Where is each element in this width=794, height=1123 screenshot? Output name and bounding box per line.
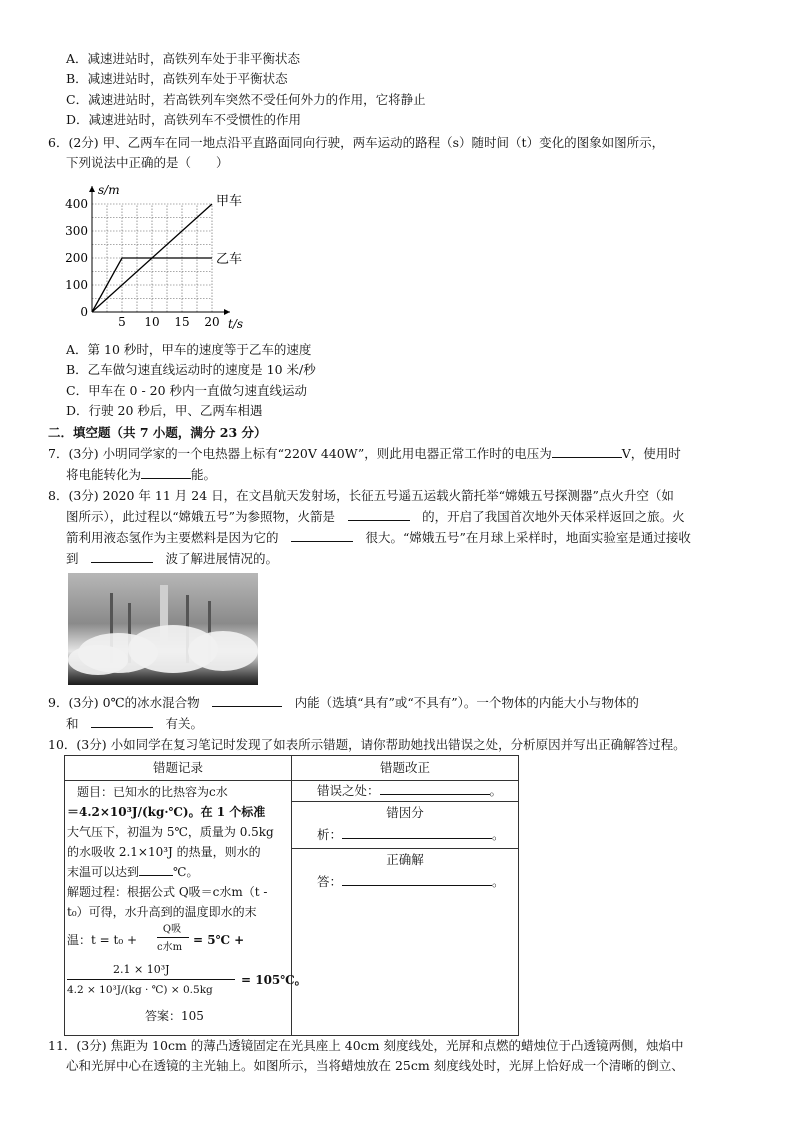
q8-text-c: 箭利用液态氢作为主要燃料是因为它的: [66, 530, 279, 545]
q9-text-c: 和: [66, 716, 79, 731]
record-text: ℃。: [173, 865, 199, 879]
col-head-correction: 错题改正: [292, 756, 519, 781]
record-blank: [139, 863, 173, 876]
error-label: 错误之处：: [317, 783, 380, 798]
q8-text-f: 波了解进展情况的。: [165, 551, 279, 566]
x-tick-label: 10: [144, 315, 160, 329]
record-answer: 答案：105: [145, 1009, 204, 1023]
q8-line2: [66, 508, 685, 526]
correction-answer-row: [292, 849, 518, 1035]
record-formula-start: 温：t = t₀ +: [67, 933, 138, 947]
x-tick-label: 5: [118, 315, 126, 329]
cause-label: 析：: [317, 827, 343, 842]
error-period: 。: [489, 783, 503, 798]
record-line-blank: [67, 863, 198, 881]
q8-text-b: 的，开启了我国首次地外天体采样返回之旅。火: [422, 509, 685, 524]
fraction-numerator: Q吸: [162, 924, 182, 935]
q6-stem-line2: 下列说法中正确的是（ ）: [66, 155, 229, 170]
record-formula-mid: = 5℃ +: [193, 933, 245, 947]
cause-title: 错因分: [386, 805, 424, 820]
q8-line1: 8．(3分) 2020 年 11 月 24 日，在文昌航天发射场，长征五号遥五运载火箭托举“嫦娥五号探测器”点火升空（如: [48, 488, 674, 503]
error-blank[interactable]: [380, 782, 490, 795]
fraction2-bar: [67, 979, 235, 980]
series-label: 乙车: [216, 252, 243, 267]
q7-text-a: 7．(3分) 小明同学家的一个电热器上标有“220V 440W”，则此用电器正常工作时的电压为: [48, 446, 552, 461]
answer-blank[interactable]: [342, 873, 492, 886]
q8-line4: [66, 550, 278, 568]
q11-line2: 心和光屏中心在透镜的主光轴上。如图所示，当将蜡烛放在 25cm 刻度线处时，光屏上恰好成一个清晰的倒立、: [66, 1058, 684, 1073]
q8-blank-reference[interactable]: [348, 508, 410, 521]
record-line: 题目：已知水的比热容为c水: [77, 785, 228, 799]
record-line: t₀）可得，水升高到的温度即水的末: [67, 905, 257, 919]
q6-option-b: B．乙车做匀速直线运动时的速度是 10 米/秒: [66, 362, 316, 377]
q8-line3: [66, 529, 691, 547]
q10-stem: 10．(3分) 小如同学在复习笔记时发现了如表所示错题，请你帮助她找出错误之处，分析原因并写出正确解答过程。: [48, 737, 686, 752]
record-line: 的水吸收 2.1×10³J 的热量，则水的: [67, 845, 261, 859]
q7-line1: [48, 445, 681, 463]
x-tick-label: 15: [174, 315, 190, 329]
fraction2-numerator: 2.1 × 10³J: [113, 963, 170, 976]
q8-text-a: 图所示），此过程以“嫦娥五号”为参照物，火箭是: [66, 509, 336, 524]
x-tick-label: 20: [204, 315, 220, 329]
x-axis-label: t/s: [228, 317, 244, 331]
q9-text-d: 有关。: [165, 716, 204, 731]
q6-option-d: D．行驶 20 秒后，甲、乙两车相遇: [66, 403, 263, 418]
correction-error-row: [292, 781, 518, 802]
q6-option-c: C．甲车在 0 - 20 秒内一直做匀速直线运动: [66, 383, 308, 398]
q11-line1: 11．(3分) 焦距为 10cm 的薄凸透镜固定在光具座上 40cm 刻度线处，光屏和点燃的蜡烛位于凸透镜两侧，烛焰中: [48, 1038, 684, 1053]
record-line: 大气压下，初温为 5℃，质量为 0.5kg: [67, 825, 274, 839]
q9-blank-has-energy[interactable]: [212, 694, 282, 707]
fraction-denominator: c水m: [157, 942, 183, 953]
q5-option-c: C．减速进站时，若高铁列车突然不受任何外力的作用，它将静止: [66, 92, 426, 107]
correction-cause-row: [292, 802, 518, 849]
q5-option-b: B．减速进站时，高铁列车处于平衡状态: [66, 71, 288, 86]
rocket-launch-photo: [68, 573, 258, 685]
q8-text-e: 到: [66, 551, 79, 566]
cause-blank[interactable]: [342, 826, 492, 839]
distance-time-chart: [60, 180, 260, 340]
y-axis-arrow: [89, 186, 95, 192]
answer-title: 正确解: [386, 852, 424, 867]
fraction2-denominator: 4.2 × 10³J/(kg · ℃) × 0.5kg: [67, 984, 213, 996]
y-tick-label: 400: [65, 197, 88, 211]
cause-period: 。: [492, 827, 505, 842]
q7-text-c: 将电能转化为: [66, 467, 142, 482]
correction-cell: [292, 781, 519, 1036]
record-line: 解题过程：根据公式 Q吸＝c水m（t -: [67, 885, 268, 899]
q8-blank-heat-value[interactable]: [291, 529, 353, 542]
q5-option-a: A．减速进站时，高铁列车处于非平衡状态: [66, 51, 301, 66]
y-axis-label: s/m: [98, 183, 120, 197]
q8-text-d: 很大。“嫦娥五号”在月球上采样时，地面实验室是通过接收: [365, 530, 691, 545]
record-line: ＝4.2×10³J/(kg·℃)。在 1 个标准: [67, 805, 266, 819]
x-axis-arrow: [224, 309, 230, 315]
q7-text-b: V，使用时: [621, 446, 681, 461]
section-title: 二．填空题（共 7 小题，满分 23 分）: [48, 425, 267, 440]
q8-blank-wave[interactable]: [91, 550, 153, 563]
q7-line2: [66, 466, 216, 484]
record-formula-result: = 105℃。: [241, 973, 307, 987]
y-tick-label: 300: [65, 224, 88, 238]
q7-blank-voltage[interactable]: [552, 445, 622, 458]
y-tick-label: 200: [65, 251, 88, 265]
record-cell: [65, 781, 307, 1036]
q7-text-d: 能。: [191, 467, 217, 482]
q7-blank-energy[interactable]: [141, 466, 191, 479]
record-text: 末温可以达到: [67, 865, 140, 879]
y-tick-label: 100: [65, 278, 88, 292]
error-correction-table: [64, 755, 519, 1036]
q9-text-b: 内能（选填“具有”或“不具有”）。一个物体的内能大小与物体的: [294, 695, 639, 710]
q9-line1: [48, 694, 639, 712]
series-label: 甲车: [216, 194, 243, 209]
answer-label: 答：: [317, 874, 343, 889]
q9-blank-factor[interactable]: [91, 715, 153, 728]
q9-line2: [66, 715, 203, 733]
q9-text-a: 9．(3分) 0℃的冰水混合物: [48, 695, 200, 710]
q6-stem-line1: 6．(2分) 甲、乙两车在同一地点沿平直路面同向行驶，两车运动的路程（s）随时间（t）变化的图象如图所示，: [48, 135, 665, 150]
q6-option-a: A．第 10 秒时，甲车的速度等于乙车的速度: [66, 342, 312, 357]
q5-option-d: D．减速进站时，高铁列车不受惯性的作用: [66, 112, 302, 127]
col-head-record: 错题记录: [65, 756, 292, 781]
fraction-bar: [157, 937, 189, 938]
origin-label: 0: [80, 305, 88, 319]
answer-period: 。: [492, 874, 505, 889]
